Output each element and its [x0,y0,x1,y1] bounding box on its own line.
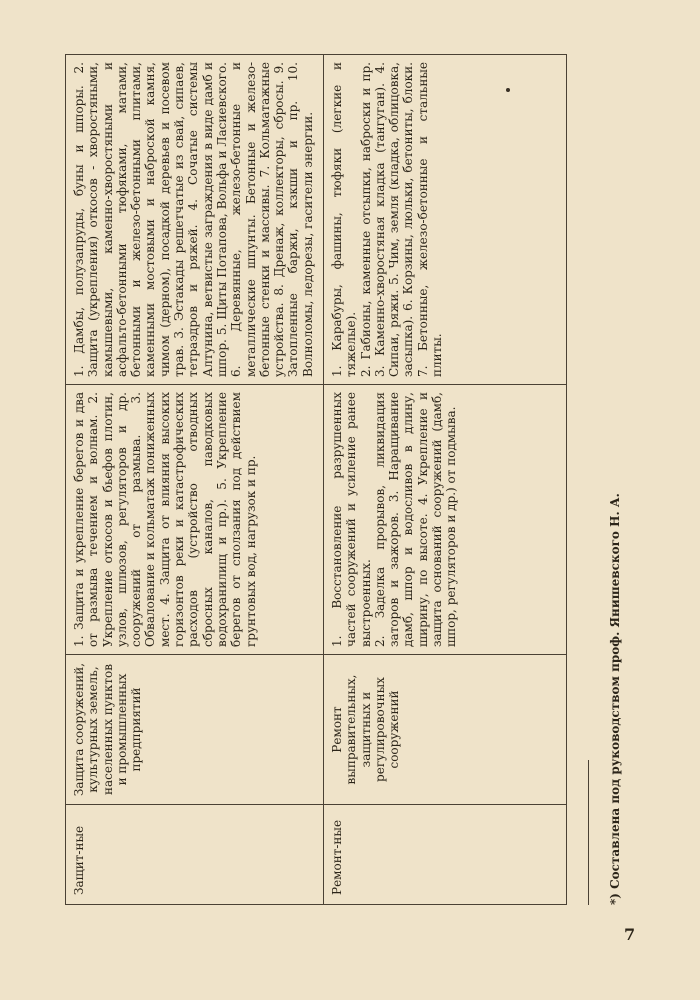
rotated-table-wrapper [65,55,645,905]
type-cell: Ремонт-ные [324,805,567,905]
measures-table [65,54,567,905]
structures-cell [324,55,567,385]
table-row [324,55,567,905]
purpose-cell: Защита сооружений, культурных земель, населенных пунктов и промышленных предприятий [66,655,324,805]
footnote-rule [588,760,589,905]
purpose-cell: Ремонт выправительных, защитных и регулировочных сооружений [324,655,567,805]
measures-cell [324,385,567,655]
measures-item: 1. Восстановление разрушенных частей сооружений и усиление ранее выстроенных. [330,392,373,647]
footnote: *) Составлена под руководством проф. Янишевского Н. А. [608,493,622,905]
structures-item: 1. Карабуры, фашины, тюфяки (легкие и тяжелые). [330,62,359,377]
structures-item: 2. Габионы, каменные отсыпки, наброски и пр. 3. Каменно-хворостяная кладка (тангуган). 4. Сипаи, ряжи. 5. Чим, земля (кладка, облицовка, засыпка). 6. Корзины, люльки, бетониты, блоки. 7. Бетонные, железо-бетонные и стальные плиты. [358,62,445,377]
print-speck [506,88,510,92]
page-number: 7 [624,925,636,944]
table-row [66,55,324,905]
measures-cell: 1. Защита и укрепление берегов и два от размыва течением и волнам. 2. Укрепление откосов и бьефов плотин, узлов, шлюзов, регуляторов и др. сооружений от размыва. 3. Обвалование и кольматаж пониженных мест. 4. Защита от влияния высоких горизонтов реки и катастрофических расходов (устройство отводных сбросных каналов, паводковых водохранилищ и пр.). 5. Укрепление берегов от сползания под действием грунтовых вод, нагрузок и пр. [66,385,324,655]
structures-cell: 1. Дамбы, полузапруды, буны и шпоры. 2. Защита (укрепления) откосов - хворостяными, камышевыми, каменно-хворостяными и асфальто-бетонными тюфяками, матами, бетонными и железо-бетонными плитами, каменными мостовыми и наброской камня, чимом (дерном), посадкой деревьев и посевом трав. 3. Эстакады решетчатые из свай, сипаев, тетраэдров и ряжей. 4. Сочатые системы Алтунина, ветвистые заграждения в виде дамб и шпор. 5. Щиты Потапова, Вольфа и Ласиевского. 6. Деревянные, железо-бетонные и металлические шпунты. Бетонные и железо-бетонные стенки и массивы. 7. Кольматажные устройства. 8. Дренаж, коллекторы, сбросы. 9. Затопленные баржи, кзкши и пр. 10. Волноломы, ледорезы, гасители энергии. [66,55,324,385]
measures-item: 2. Заделка прорывов, ликвидация заторов и зажоров. 3. Наращивание дамб, шпор и водосливов в длину, ширину, по высоте. 4. Укрепление и защита оснований сооружений (дамб, шпор, регуляторов и др.) от подмыва. [372,392,459,647]
type-cell: Защит-ные [66,805,324,905]
